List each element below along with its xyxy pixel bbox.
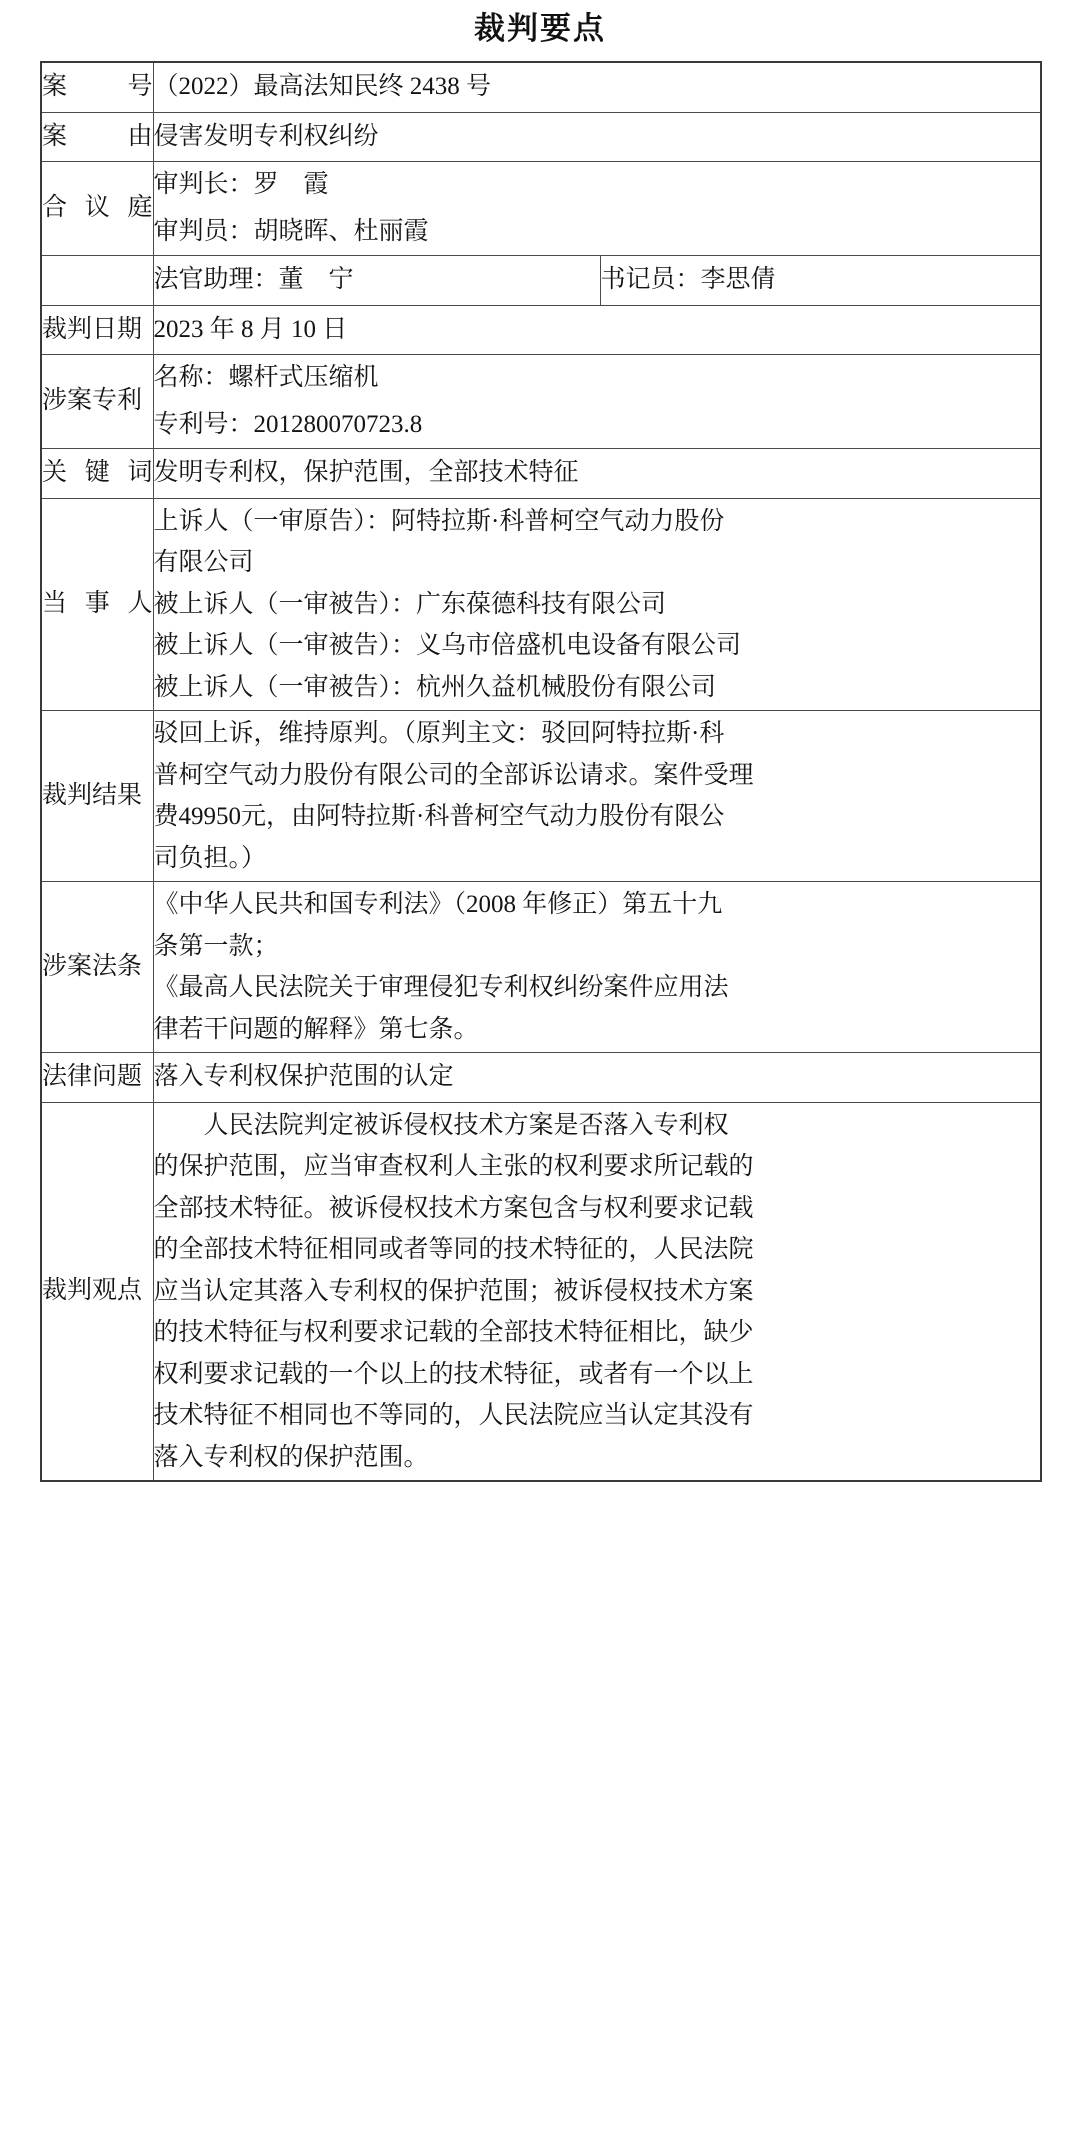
court-clerk-value: 书记员：李思倩	[600, 266, 776, 294]
row-label-legal-provisions	[41, 882, 153, 1053]
legal-provision-line: 条第一款；	[153, 932, 279, 960]
row-value-patent	[153, 355, 1041, 449]
party-line: 被上诉人（一审被告）：广东葆德科技有限公司	[153, 590, 667, 618]
label-text: 合 议 庭	[42, 194, 153, 222]
table-row-collegiate-panel	[41, 162, 1041, 256]
row-value-judgment-date	[153, 305, 1041, 355]
table-row-staff	[41, 256, 1041, 306]
row-label-staff-empty	[41, 256, 153, 306]
label-text: 裁判结果	[42, 781, 143, 809]
label-text: 涉案专利	[42, 387, 143, 415]
row-label-patent	[41, 355, 153, 449]
row-label-judgment-date	[41, 305, 153, 355]
row-value-judge-assistant	[153, 256, 600, 306]
judgment-result-line: 费49950元，由阿特拉斯·科普柯空气动力股份有限公	[153, 803, 725, 831]
judicial-opinion-line: 全部技术特征。被诉侵权技术方案包含与权利要求记载	[153, 1194, 754, 1222]
table-row-legal-issue	[41, 1053, 1041, 1103]
keywords-value: 发明专利权，保护范围，全部技术特征	[153, 459, 579, 487]
table-row-keywords	[41, 449, 1041, 499]
party-line: 被上诉人（一审被告）：义乌市倍盛机电设备有限公司	[153, 632, 742, 660]
judgment-result-line: 驳回上诉，维持原判。（原判主文：驳回阿特拉斯·科	[153, 720, 725, 748]
legal-provision-line: 律若干问题的解释》第七条。	[153, 1015, 479, 1043]
presiding-judge: 审判长：罗 霞	[153, 171, 329, 199]
judgment-result-paragraph	[154, 711, 1041, 881]
row-label-case-number	[41, 62, 153, 112]
row-label-cause-of-action	[41, 112, 153, 162]
judicial-opinion-line: 权利要求记载的一个以上的技术特征，或者有一个以上	[153, 1360, 754, 1388]
judicial-opinion-paragraph	[154, 1103, 1041, 1481]
legal-issue-value: 落入专利权保护范围的认定	[153, 1063, 454, 1091]
patent-number: 专利号：201280070723.8	[153, 410, 423, 438]
table-row-cause-of-action	[41, 112, 1041, 162]
table-row-parties	[41, 498, 1041, 711]
judgment-date-value: 2023 年 8 月 10 日	[153, 315, 348, 343]
row-value-keywords	[153, 449, 1041, 499]
cause-of-action-value: 侵害发明专利权纠纷	[153, 122, 379, 150]
table-row-patent	[41, 355, 1041, 449]
row-value-collegiate-panel	[153, 162, 1041, 256]
page-title: 裁判要点	[474, 11, 606, 46]
label-text: 法律问题	[42, 1063, 143, 1091]
label-text: 裁判观点	[42, 1277, 143, 1305]
table-row-judicial-opinion	[41, 1102, 1041, 1481]
patent-name: 名称：螺杆式压缩机	[153, 364, 379, 392]
row-value-legal-provisions	[153, 882, 1041, 1053]
key-points-table	[40, 61, 1042, 1482]
judicial-opinion-line: 的全部技术特征相同或者等同的技术特征的，人民法院	[153, 1236, 754, 1264]
label-text: 涉案法条	[42, 952, 143, 980]
row-value-court-clerk	[600, 256, 1041, 306]
legal-provision-line: 《最高人民法院关于审理侵犯专利权纠纷案件应用法	[153, 974, 729, 1002]
row-value-parties	[153, 498, 1041, 711]
case-number-value: （2022）最高法知民终 2438 号	[153, 73, 492, 101]
judgment-result-line: 司负担。）	[153, 844, 267, 872]
judgment-result-line: 普柯空气动力股份有限公司的全部诉讼请求。案件受理	[153, 761, 754, 789]
table-row-legal-provisions	[41, 882, 1041, 1053]
legal-provisions-paragraph	[154, 882, 1041, 1052]
party-line: 有限公司	[153, 549, 254, 577]
associate-judges: 审判员：胡晓晖、杜丽霞	[153, 217, 429, 245]
row-value-case-number	[153, 62, 1041, 112]
row-label-judgment-result	[41, 711, 153, 882]
judicial-opinion-line: 的保护范围，应当审查权利人主张的权利要求所记载的	[153, 1153, 754, 1181]
label-text: 案 号	[42, 73, 153, 101]
table-row-case-number	[41, 62, 1041, 112]
row-label-keywords	[41, 449, 153, 499]
row-value-judicial-opinion	[153, 1102, 1041, 1481]
judicial-opinion-line: 的技术特征与权利要求记载的全部技术特征相比，缺少	[153, 1319, 754, 1347]
party-line: 上诉人（一审原告）：阿特拉斯·科普柯空气动力股份	[153, 507, 725, 535]
label-text: 当 事 人	[42, 590, 153, 618]
row-label-parties	[41, 498, 153, 711]
row-label-collegiate-panel	[41, 162, 153, 256]
label-text: 案 由	[42, 122, 153, 150]
judicial-opinion-line: 应当认定其落入专利权的保护范围；被诉侵权技术方案	[153, 1277, 754, 1305]
judicial-opinion-line: 人民法院判定被诉侵权技术方案是否落入专利权	[203, 1111, 729, 1139]
row-label-judicial-opinion	[41, 1102, 153, 1481]
row-value-legal-issue	[153, 1053, 1041, 1103]
judge-assistant-value: 法官助理：董 宁	[153, 266, 354, 294]
row-value-judgment-result	[153, 711, 1041, 882]
row-label-legal-issue	[41, 1053, 153, 1103]
judicial-opinion-line: 技术特征不相同也不等同的，人民法院应当认定其没有	[153, 1402, 754, 1430]
parties-paragraph	[154, 499, 1041, 711]
judicial-opinion-line: 落入专利权的保护范围。	[153, 1443, 429, 1471]
label-text: 关 键 词	[42, 459, 153, 487]
party-line: 被上诉人（一审被告）：杭州久益机械股份有限公司	[153, 673, 717, 701]
label-text: 裁判日期	[42, 315, 143, 343]
table-row-judgment-result	[41, 711, 1041, 882]
legal-provision-line: 《中华人民共和国专利法》（2008 年修正）第五十九	[153, 891, 723, 919]
row-value-cause-of-action	[153, 112, 1041, 162]
table-row-judgment-date	[41, 305, 1041, 355]
